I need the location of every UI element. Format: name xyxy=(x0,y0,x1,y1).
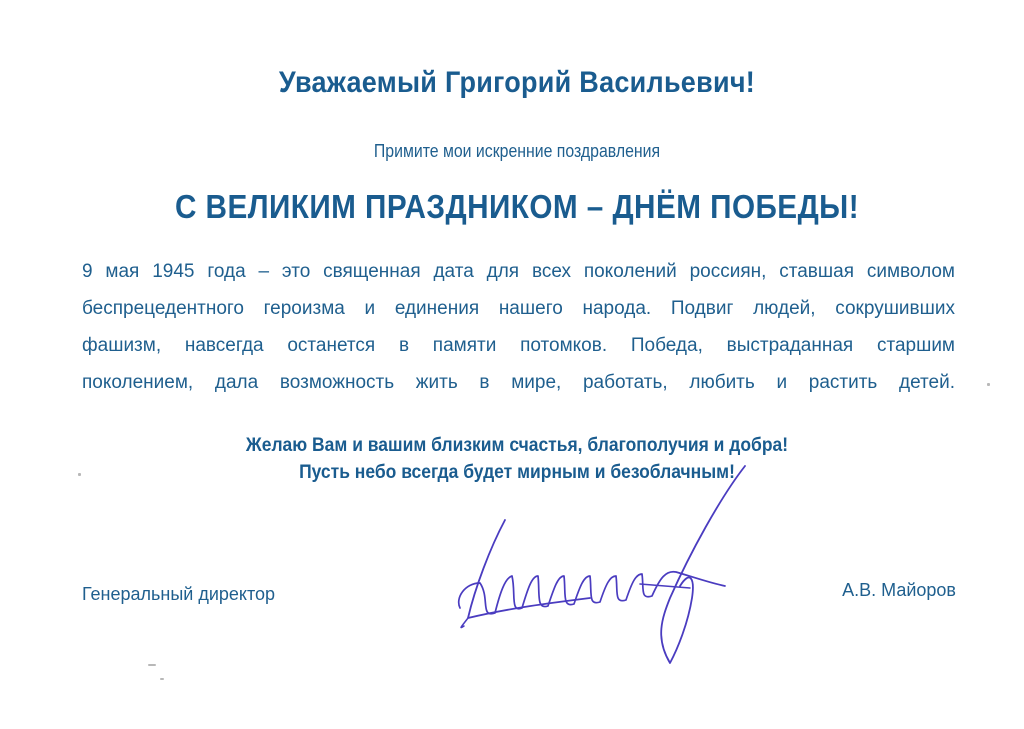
scan-speck xyxy=(148,664,156,666)
signer-name: А.В. Майоров xyxy=(842,580,956,600)
signature-image xyxy=(440,458,770,678)
victory-day-headline: С ВЕЛИКИМ ПРАЗДНИКОМ – ДНЁМ ПОБЕДЫ! xyxy=(174,188,860,225)
body-line-1: 9 мая 1945 года – это священная дата для всех поколений россиян, ставшая символом xyxy=(82,261,955,282)
greeting-heading: Уважаемый Григорий Васильевич! xyxy=(278,66,756,99)
scan-speck xyxy=(987,383,990,386)
body-line-2: беспрецедентного героизма и единения нашего народа. Подвиг людей, сокрушивших xyxy=(82,298,955,319)
body-line-3: фашизм, навсегда останется в памяти потомков. Победа, выстраданная старшим xyxy=(82,335,955,356)
intro-text: Примите мои искренние поздравления xyxy=(373,141,661,161)
body-line-4: поколением, дала возможность жить в мире, работать, любить и растить детей. xyxy=(82,372,955,393)
signer-title: Генеральный директор xyxy=(82,584,276,604)
scan-speck xyxy=(78,473,81,476)
scan-speck xyxy=(160,678,164,680)
wish-line-1: Желаю Вам и вашим близким счастья, благополучия и добра! xyxy=(245,435,789,456)
wish-line-2: Пусть небо всегда будет мирным и безоблачным! xyxy=(299,462,735,483)
